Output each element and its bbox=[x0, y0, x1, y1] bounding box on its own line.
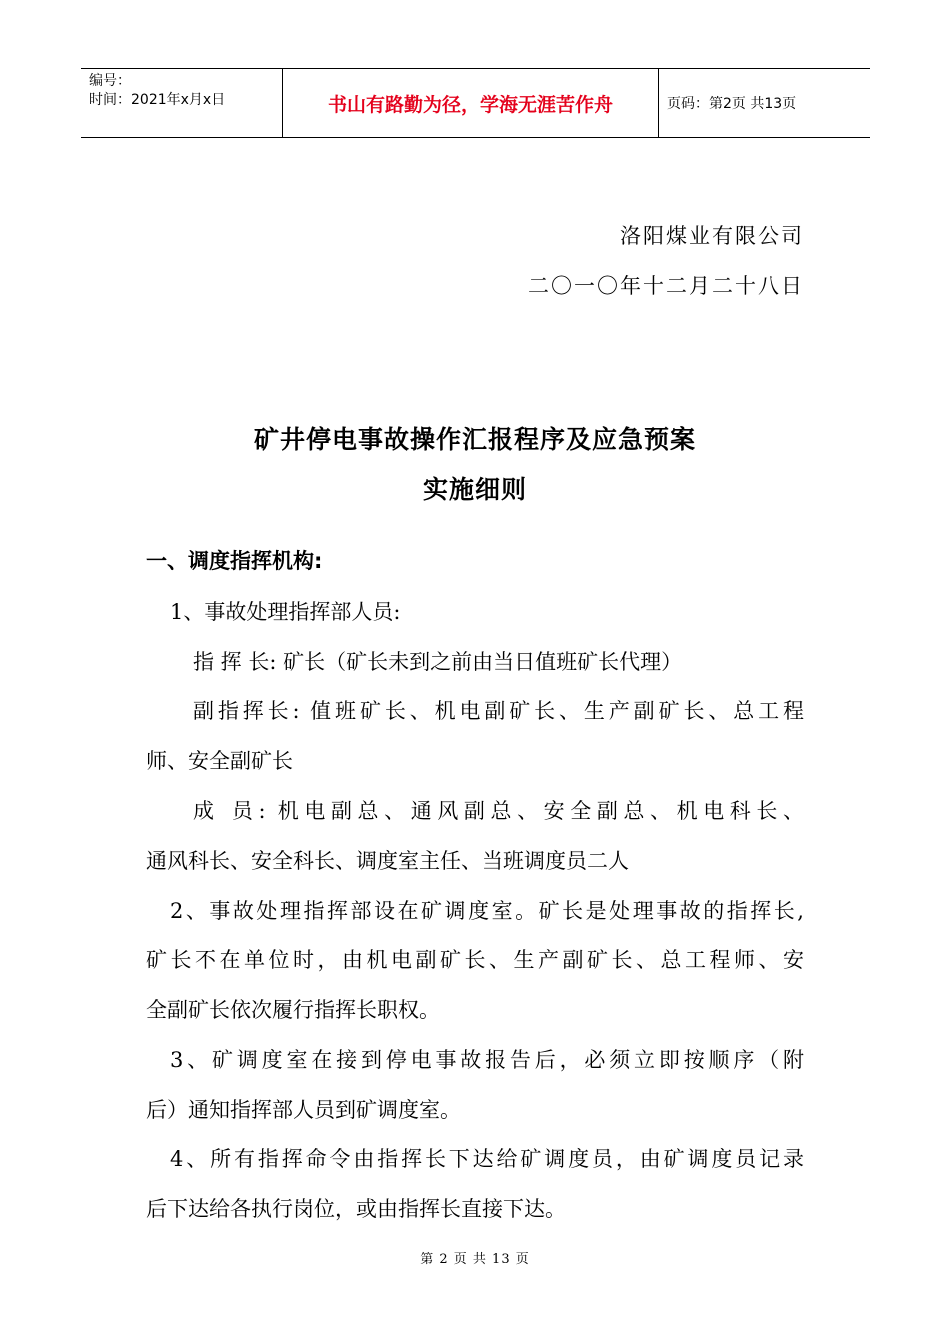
document-title: 矿井停电事故操作汇报程序及应急预案 bbox=[253, 425, 696, 454]
document-header bbox=[81, 68, 870, 138]
item-1: 1、事故处理指挥部人员: bbox=[170, 600, 401, 624]
header-page-info: 页码：第2页 共13页 bbox=[667, 96, 797, 112]
header-meta bbox=[81, 69, 282, 137]
item-3: 3、矿调度室在接到停电事故报告后，必须立即按顺序（附 bbox=[170, 1048, 804, 1072]
members-line: 成 员: 机电副总、通风副总、安全副总、机电科长、 bbox=[193, 799, 804, 823]
item-2: 2、事故处理指挥部设在矿调度室。矿长是处理事故的指挥长, bbox=[170, 899, 804, 923]
item-4-cont: 后下达给各执行岗位，或由指挥长直接下达。 bbox=[146, 1197, 566, 1221]
page-footer: 第 2 页 共 13 页 bbox=[420, 1252, 530, 1267]
item-2-cont-2: 全副矿长依次履行指挥长职权。 bbox=[146, 998, 440, 1022]
item-2-cont-1: 矿长不在单位时，由机电副矿长、生产副矿长、总工程师、安 bbox=[146, 948, 804, 972]
header-number: 编号： bbox=[89, 73, 131, 89]
signature-date: 二〇一〇年十二月二十八日 bbox=[528, 274, 804, 298]
vice-commander-line-cont: 师、安全副矿长 bbox=[146, 749, 293, 773]
commander-line: 指 挥 长: 矿长（矿长未到之前由当日值班矿长代理） bbox=[193, 650, 683, 674]
item-4: 4、所有指挥命令由指挥长下达给矿调度员，由矿调度员记录 bbox=[170, 1147, 804, 1171]
signature-company: 洛阳煤业有限公司 bbox=[620, 224, 804, 248]
members-line-cont: 通风科长、安全科长、调度室主任、当班调度员二人 bbox=[146, 849, 629, 873]
header-time: 时间：2021年x月x日 bbox=[89, 92, 226, 108]
section-heading: 一、调度指挥机构: bbox=[146, 549, 323, 573]
header-motto: 书山有路勤为径，学海无涯苦作舟 bbox=[282, 69, 659, 137]
item-3-cont: 后）通知指挥部人员到矿调度室。 bbox=[146, 1098, 461, 1122]
vice-commander-line: 副指挥长: 值班矿长、机电副矿长、生产副矿长、总工程 bbox=[193, 699, 804, 723]
document-subtitle: 实施细则 bbox=[422, 475, 527, 504]
